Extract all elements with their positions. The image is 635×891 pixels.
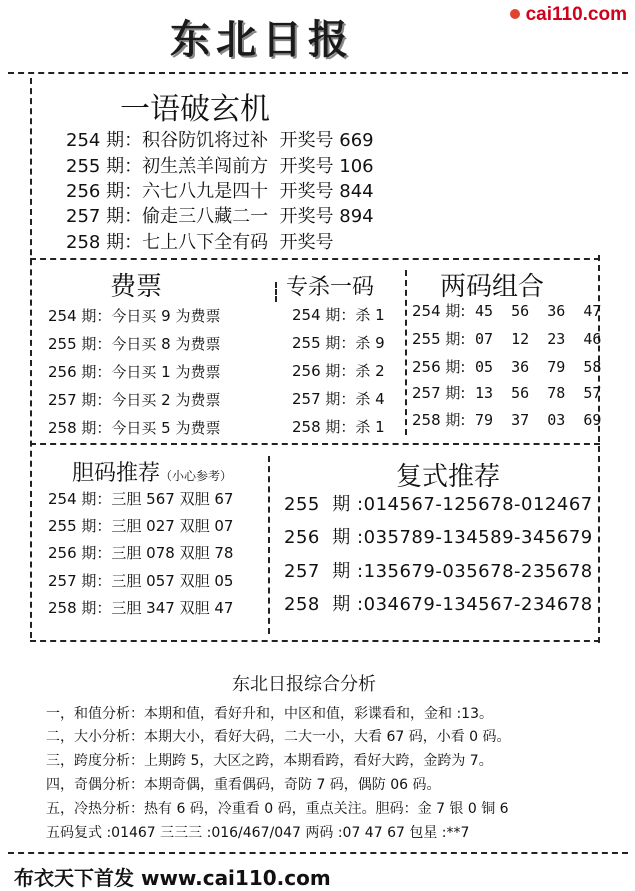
two-code-row: [412, 356, 601, 377]
free-ticket-title: 费票: [110, 272, 163, 302]
two-code-nums: 05 36 79 58: [475, 358, 602, 376]
kill-one-row: 254 期：杀 1: [292, 306, 385, 324]
kill-one-row: 257 期：杀 4: [292, 390, 385, 408]
analysis-row: 五码复式 :01467 三三三 :016/467/047 两码 :07 47 67 包星 :**7: [46, 825, 470, 841]
divider-v2: [405, 270, 407, 435]
divider-v3: [268, 456, 270, 634]
riddle-period: 257 期: [66, 206, 125, 227]
two-code-nums: 13 56 78 57: [475, 384, 602, 402]
free-ticket-row: 254 期：今日买 9 为费票: [48, 307, 221, 325]
riddle-period: 254 期: [66, 130, 125, 151]
free-ticket-row: 256 期：今日买 1 为费票: [48, 363, 221, 381]
prize-label: 开奖号: [279, 130, 334, 151]
footer-text: 布衣天下首发 www.cai110.com: [14, 866, 331, 890]
two-code-nums: 45 56 36 47: [475, 302, 602, 320]
two-code-period: 258 期:: [412, 411, 466, 429]
compound-row: [284, 557, 593, 583]
riddle-row: 254 期：积谷防饥将过补 开奖号 669: [66, 130, 374, 151]
two-code-row: [412, 328, 601, 349]
left-border: [30, 78, 32, 638]
riddle-text: 七上八下全有码: [142, 232, 269, 253]
compound-value: :014567-125678-012467: [357, 494, 593, 515]
compound-period: 258 期: [284, 594, 351, 615]
compound-period: 256 期: [284, 527, 351, 548]
logo-dot-icon: [510, 9, 520, 19]
two-code-period: 257 期:: [412, 384, 466, 402]
free-ticket-row: 258 期：今日买 5 为费票: [48, 419, 221, 437]
free-ticket-row: 257 期：今日买 2 为费票: [48, 391, 221, 409]
divider-4: [8, 852, 628, 854]
riddle-period: 258 期: [66, 232, 125, 253]
divider-3: [30, 640, 600, 642]
prize-label: 开奖号: [279, 232, 334, 253]
analysis-row: 二，大小分析：本期大小，看好大码，二大一小，大看 67 码，小看 0 码。: [46, 729, 511, 745]
compound-row: [284, 523, 593, 549]
prize-label: 开奖号: [279, 206, 334, 227]
two-code-period: 254 期:: [412, 302, 466, 320]
masthead-title: 东北日报: [170, 16, 354, 63]
compound-row: [284, 490, 593, 516]
analysis-row: 四，奇偶分析：本期奇偶，重看偶码，奇防 7 码，偶防 06 码。: [46, 777, 441, 793]
bold-code-title: 胆码推荐: [72, 461, 161, 486]
prize-value: 844: [339, 181, 374, 202]
riddle-row: 258 期：七上八下全有码 开奖号: [66, 232, 334, 253]
riddle-row: 257 期：偷走三八藏二一 开奖号 894: [66, 206, 374, 227]
two-code-nums: 79 37 03 69: [475, 411, 602, 429]
prize-label: 开奖号: [279, 181, 334, 202]
two-code-nums: 07 12 23 46: [475, 330, 602, 348]
riddle-title: 一语破玄机: [120, 92, 270, 127]
prize-value: 669: [339, 130, 374, 151]
analysis-title: 东北日报综合分析: [232, 674, 376, 695]
two-code-title: 两码组合: [440, 272, 545, 302]
analysis-row: 一，和值分析：本期和值，看好升和，中区和值，彩谍看和，金和 :13。: [46, 706, 493, 722]
riddle-text: 初生羔羊闯前方: [142, 156, 269, 177]
kill-one-title: 专杀一码: [286, 275, 375, 300]
kill-one-row: 256 期：杀 2: [292, 362, 385, 380]
two-code-period: 255 期:: [412, 330, 466, 348]
divider-v1: [275, 282, 277, 302]
bold-code-row: 255 期：三胆 027 双胆 07: [48, 517, 234, 535]
free-ticket-row: 255 期：今日买 8 为费票: [48, 335, 221, 353]
two-code-row: [412, 300, 601, 321]
riddle-period: 255 期: [66, 156, 125, 177]
two-code-row: [412, 382, 601, 403]
bold-code-note: （小心参考）: [160, 469, 233, 483]
prize-value: 894: [339, 206, 374, 227]
analysis-row: 五，冷热分析：热有 6 码，冷重看 0 码，重点关注。胆码：金 7 银 0 铜 6: [46, 801, 509, 817]
site-logo[interactable]: [510, 4, 627, 26]
compound-value: :035789-134589-345679: [357, 527, 593, 548]
kill-one-row: 255 期：杀 9: [292, 334, 385, 352]
riddle-row: 255 期：初生羔羊闯前方 开奖号 106: [66, 156, 374, 177]
riddle-text: 偷走三八藏二一: [142, 206, 269, 227]
prize-label: 开奖号: [279, 156, 334, 177]
riddle-period: 256 期: [66, 181, 125, 202]
two-code-period: 256 期:: [412, 358, 466, 376]
two-code-row: [412, 409, 601, 430]
analysis-row: 三，跨度分析：上期跨 5，大区之跨，本期看跨，看好大跨，金跨为 7。: [46, 753, 493, 769]
compound-period: 257 期: [284, 561, 351, 582]
site-url: cai110.com: [525, 4, 627, 25]
bold-code-row: 254 期：三胆 567 双胆 67: [48, 490, 234, 508]
divider-2: [30, 443, 600, 445]
kill-one-row: 258 期：杀 1: [292, 418, 385, 436]
compound-value: :135679-035678-235678: [357, 561, 593, 582]
prize-value: 106: [339, 156, 374, 177]
compound-period: 255 期: [284, 494, 351, 515]
bold-code-row: 256 期：三胆 078 双胆 78: [48, 544, 234, 562]
bold-code-row: 258 期：三胆 347 双胆 47: [48, 599, 234, 617]
bold-code-heading: [72, 456, 232, 487]
compound-row: [284, 590, 593, 616]
riddle-row: 256 期：六七八九是四十 开奖号 844: [66, 181, 374, 202]
compound-title: 复式推荐: [396, 462, 501, 492]
compound-value: :034679-134567-234678: [357, 594, 593, 615]
riddle-text: 六七八九是四十: [142, 181, 269, 202]
bold-code-row: 257 期：三胆 057 双胆 05: [48, 572, 234, 590]
riddle-text: 积谷防饥将过补: [142, 130, 269, 151]
top-divider: [8, 72, 628, 74]
divider-1: [30, 258, 600, 260]
